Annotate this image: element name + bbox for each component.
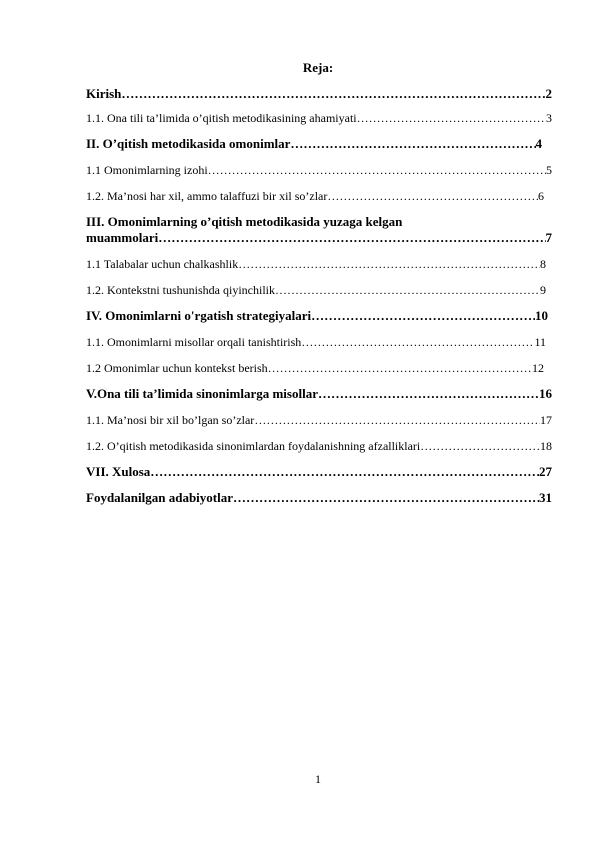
toc-entry-page: 16 — [539, 386, 552, 401]
toc-entry-1-1-tanishtirish — [86, 334, 546, 350]
toc-entry-page: 9 — [540, 283, 546, 297]
toc-entry-label-line1: III. Omonimlarning o’qitish metodikasida yuzaga kelgan — [86, 214, 403, 229]
toc-leader-dots — [268, 360, 532, 376]
toc-entry-label: 1.1 Talabalar uchun chalkashlik — [86, 257, 239, 271]
toc-entry-page: 17 — [540, 413, 552, 427]
toc-entry-page: 27 — [539, 464, 552, 479]
toc-entry-page: 2 — [545, 86, 552, 101]
toc-entry-page: 6 — [538, 189, 544, 203]
toc-entry-page: 4 — [535, 136, 542, 151]
page-number: 1 — [315, 772, 321, 786]
toc-entry-label: Foydalanilgan adabiyotlar — [86, 490, 233, 505]
toc-entry-page: 12 — [532, 361, 544, 375]
toc-leader-dots — [121, 86, 545, 102]
toc-entry-label: 1.1 Omonimlarning izohi — [86, 163, 208, 177]
toc-entry-1-1-izohi — [86, 162, 552, 178]
toc-entry-1-1-chalkashlik — [86, 256, 546, 272]
toc-leader-dots — [318, 386, 539, 402]
toc-entry-1-2-qiyinchilik — [86, 282, 546, 298]
toc-entry-label: 1.2. Kontekstni tushunishda qiyinchilik — [86, 283, 275, 297]
toc-leader-dots — [208, 162, 546, 178]
toc-entry-label: IV. Omonimlarni o'rgatish strategiyalari — [86, 308, 312, 323]
toc-entry-1-2-sozlar — [86, 188, 544, 204]
toc-leader-dots — [275, 282, 540, 298]
toc-leader-dots — [357, 110, 546, 126]
toc-leader-dots — [254, 412, 540, 428]
toc-leader-dots — [158, 230, 545, 246]
toc-entry-page: 10 — [535, 308, 548, 323]
toc-entry-page: 3 — [546, 111, 552, 125]
toc-leader-dots — [290, 136, 535, 152]
toc-entry-kirish — [86, 86, 552, 102]
toc-entry-strategiyalari — [86, 308, 548, 324]
toc-entry-1-1-ahamiyati — [86, 110, 552, 126]
toc-entry-omonimlar — [86, 136, 542, 152]
table-of-contents — [86, 86, 552, 506]
toc-entry-label: V.Ona tili ta’limida sinonimlarga misollar — [86, 386, 318, 401]
toc-entry-label: Kirish — [86, 86, 122, 101]
toc-entry-1-2-kontekst — [86, 360, 544, 376]
toc-entry-label: 1.1. Ona tili ta’limida o’qitish metodikasining ahamiyati — [86, 111, 357, 125]
toc-entry-label: II. O’qitish metodikasida omonimlar — [86, 136, 291, 151]
toc-leader-dots — [233, 490, 539, 506]
toc-entry-line2 — [86, 230, 552, 246]
toc-leader-dots — [327, 188, 538, 204]
toc-leader-dots — [150, 464, 539, 480]
toc-leader-dots — [311, 308, 535, 324]
page-title: Reja: — [302, 60, 334, 75]
toc-leader-dots — [420, 438, 540, 454]
toc-entry-page: 11 — [534, 335, 546, 349]
toc-entry-adabiyotlar — [86, 490, 552, 506]
toc-entry-1-1-bir-xil — [86, 412, 552, 428]
toc-entry-label: 1.2. O’qitish metodikasida sinonimlardan foydalanishning afzalliklari — [86, 439, 421, 453]
toc-entry-label: muammolari — [86, 230, 159, 245]
toc-entry-label: 1.2. Ma’nosi har xil, ammo talaffuzi bir xil so’zlar — [86, 189, 328, 203]
toc-entry-page: 7 — [545, 230, 552, 245]
toc-leader-dots — [238, 256, 540, 272]
toc-entry-xulosa — [86, 464, 552, 480]
toc-entry-muammolari — [86, 214, 552, 246]
toc-entry-label: 1.2 Omonimlar uchun kontekst berish — [86, 361, 268, 375]
toc-entry-label: VII. Xulosa — [86, 464, 151, 479]
toc-entry-1-2-afzalliklari — [86, 438, 552, 454]
toc-entry-page: 8 — [540, 257, 546, 271]
toc-entry-page: 5 — [546, 163, 552, 177]
toc-entry-page: 18 — [540, 439, 552, 453]
toc-entry-label: 1.1. Omonimlarni misollar orqali tanishtirish — [86, 335, 302, 349]
toc-leader-dots — [301, 334, 534, 350]
toc-entry-page: 31 — [539, 490, 552, 505]
toc-entry-label: 1.1. Ma’nosi bir xil bo’lgan so’zlar — [86, 413, 255, 427]
toc-entry-sinonimlar — [86, 386, 552, 402]
